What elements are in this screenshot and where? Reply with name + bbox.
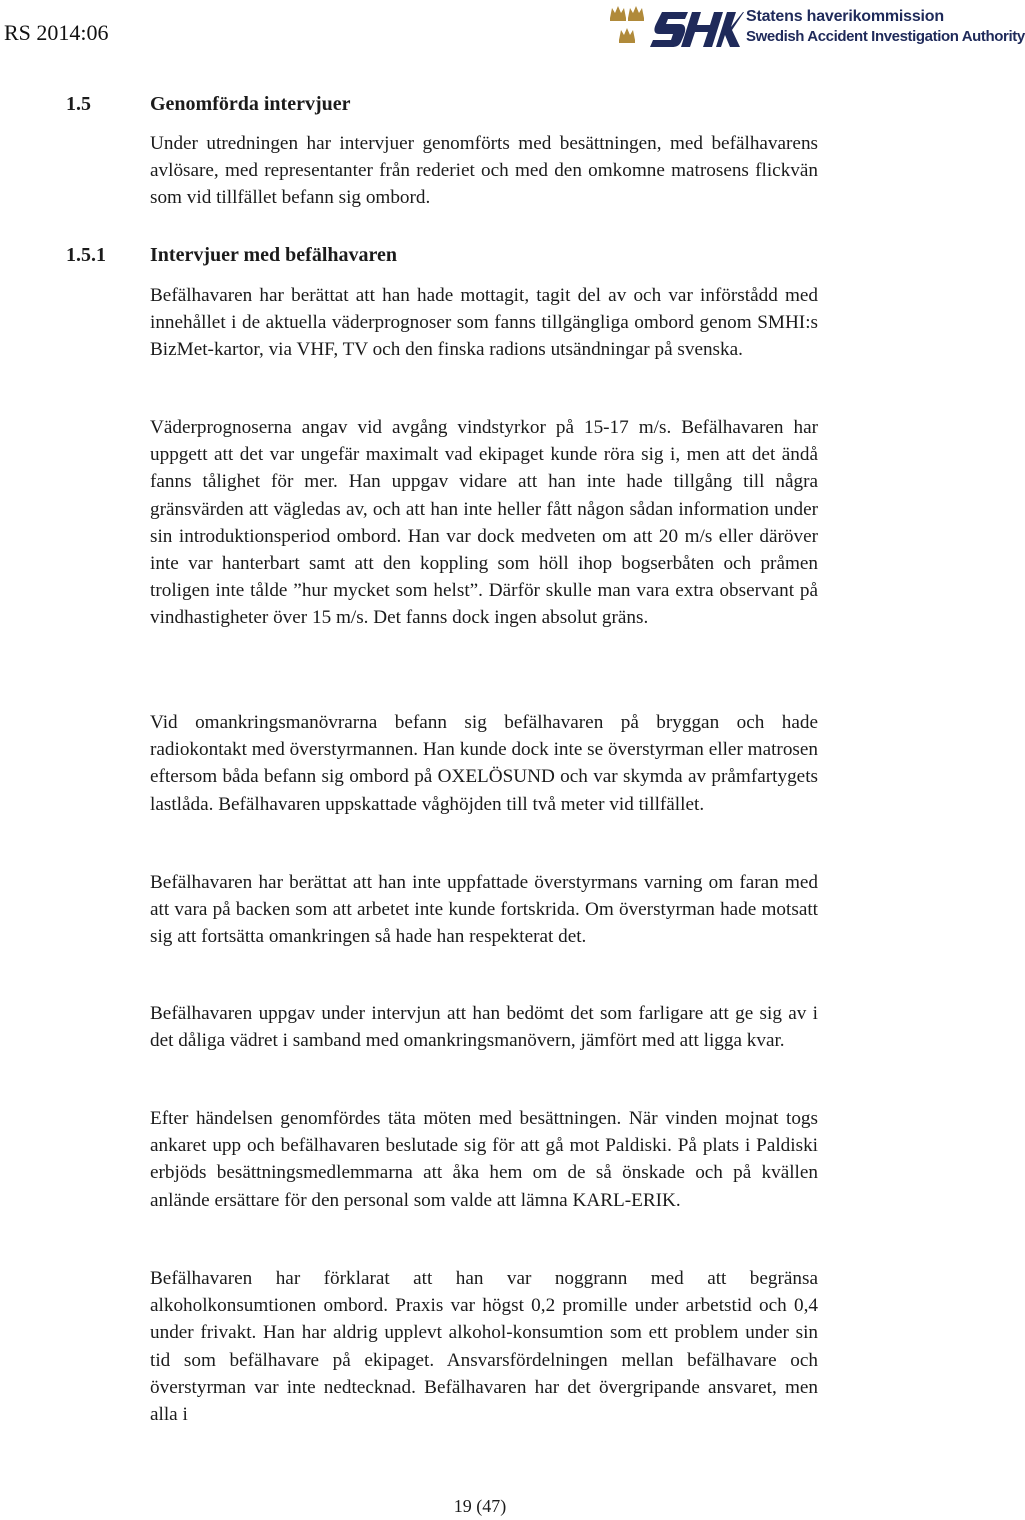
paragraph: Efter händelsen genomfördes täta möten med besättningen. När vinden mojnat togs ankaret upp och befälhavaren beslutade sig för att gå mot Paldiski. På plats i Paldiski erbjöds besättningsmedlemmarna att åka hem om de så önskade och på kvällen anlände ersättare för den personal som valde att lämna KARL-ERIK. [150, 1108, 818, 1211]
paragraph: Befälhavaren har berättat att han hade mottagit, tagit del av och var införstådd med innehållet i de aktuella väderprognoser som fanns tillgängliga ombord genom SMHI:s BizMet-kartor, via VHF, TV och den finska radions utsändningar på svenska. [150, 285, 818, 361]
shk-logo [608, 4, 1025, 48]
three-crowns-icon [608, 4, 646, 48]
subsection-number: 1.5.1 [66, 244, 106, 266]
paragraph: Befälhavaren uppgav under intervjun att han bedömt det som farligare att ge sig av i det dåliga vädret i samband med omankringsmanövern, jämfört med att ligga kvar. [150, 1003, 818, 1052]
paragraph: Befälhavaren har förklarat att han var noggrann med att begränsa alkoholkonsumtionen ombord. Praxis var högst 0,2 promille under arbetstid och 0,4 under frivakt. Han har aldrig upplevt alkohol-konsumtion som ett problem under sin tid som befälhavare på ekipaget. Ansvarsfördelningen mellan befälhavare och överstyrman var inte nedtecknad. Befälhavaren har det övergripande ansvaret, men alla i [150, 1268, 818, 1426]
report-id: RS 2014:06 [4, 20, 109, 45]
section-number: 1.5 [66, 93, 91, 115]
shk-wordmark-icon [648, 8, 744, 48]
paragraph: Väderprognoserna angav vid avgång vindstyrkor på 15-17 m/s. Befälhavaren har uppgett att det var ungefär maximalt vad ekipaget kunde röra sig i, men att det ändå fanns tålighet för mer. Han uppgav vidare att han inte hade tillgång till några gränsvärden att vägledas av, och att han inte heller fått någon sådan information under sin introduktionsperiod ombord. Han var dock medveten om att 20 m/s eller däröver inte var hanterbart samt att den koppling som höll ihop bogserbåten och pråmen troligen inte tålde ”hur mycket som helst”. Därför skulle man vara extra observant på vindhastigheter över 15 m/s. Det fanns dock ingen absolut gräns. [150, 417, 818, 629]
subsection-title: Intervjuer med befälhavaren [150, 244, 398, 266]
page-number: 19 (47) [453, 1496, 507, 1516]
org-name-swedish: Statens haverikommission [746, 8, 944, 25]
org-name-english: Swedish Accident Investigation Authority [746, 28, 1025, 45]
paragraph: Befälhavaren har berättat att han inte uppfattade överstyrmans varning om faran med att vara på backen som att arbetet inte kunde fortskrida. Om överstyrman hade motsatt sig att fortsätta omankringen så hade han respekterat det. [150, 872, 818, 948]
page-header [0, 0, 1025, 70]
section-title: Genomförda intervjuer [150, 93, 351, 115]
paragraph: Vid omankringsmanövrarna befann sig befälhavaren på bryggan och hade radiokontakt med överstyrmannen. Han kunde dock inte se överstyrman eller matrosen eftersom båda befann sig ombord på OXELÖSUND och var skymda av pråmfartygets lastlåda. Befälhavaren uppskattade våghöjden till två meter vid tillfället. [150, 712, 818, 815]
section-intro-paragraph: Under utredningen har intervjuer genomförts med besättningen, med befälhavarens avlösare, med representanter från rederiet och med den omkomne matrosens flickvän som vid tillfället befann sig ombord. [150, 133, 818, 209]
